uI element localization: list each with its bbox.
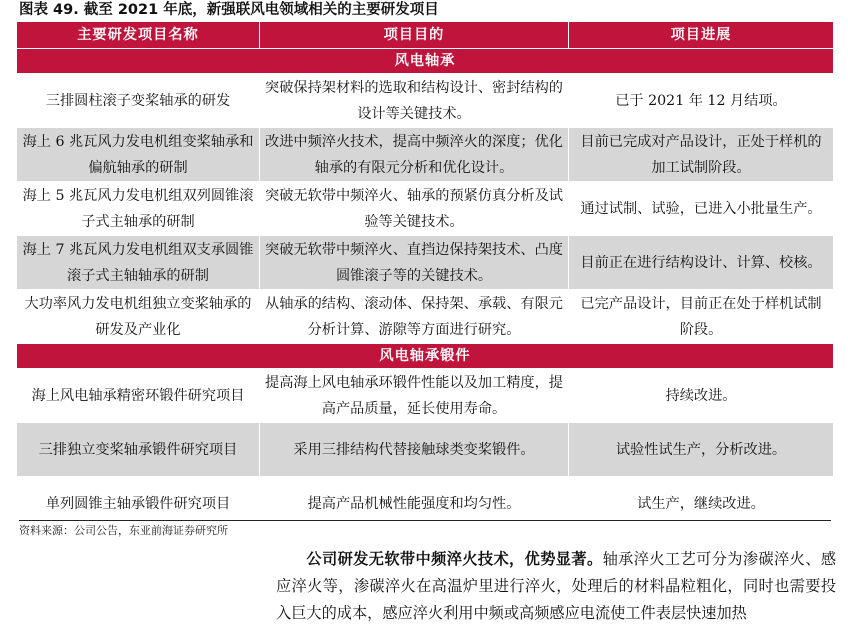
source-note: 资料来源：公司公告，东亚前海证券研究所 [19, 520, 831, 538]
project-name-cell: 大功率风力发电机组独立变桨轴承的研发及产业化 [17, 290, 260, 344]
project-name-cell: 单列圆锥主轴承锻件研究项目 [17, 477, 260, 531]
project-purpose-cell: 提高产品机械性能强度和均匀性。 [260, 477, 569, 531]
project-name-cell: 海上 5 兆瓦风力发电机组双列圆锥滚子式主轴承的研制 [17, 182, 260, 236]
project-name-cell: 三排圆柱滚子变桨轴承的研发 [17, 74, 260, 128]
project-progress-cell: 持续改进。 [569, 369, 834, 423]
section-wind-bearing-forging: 风电轴承锻件 [17, 344, 834, 369]
table-row [17, 128, 834, 182]
project-purpose-cell: 采用三排结构代替接触球类变桨锻件。 [260, 423, 569, 477]
body-paragraph [276, 546, 836, 627]
figure-title: 图表 49. 截至 2021 年底，新强联风电领域相关的主要研发项目 [19, 2, 439, 18]
project-purpose-cell: 突破保持架材料的选取和结构设计、密封结构的设计等关键技术。 [260, 74, 569, 128]
table-row [17, 369, 834, 423]
header-project-progress: 项目进展 [569, 22, 834, 49]
project-name-cell: 海上 6 兆瓦风力发电机组变桨轴承和偏航轴承的研制 [17, 128, 260, 182]
project-progress-cell: 已完产品设计，目前正在处于样机试制阶段。 [569, 290, 834, 344]
table-row [17, 290, 834, 344]
project-progress-cell: 试验性试生产，分析改进。 [569, 423, 834, 477]
header-project-name: 主要研发项目名称 [17, 22, 260, 49]
table-row [17, 74, 834, 128]
table-row [17, 423, 834, 477]
project-progress-cell: 通过试制、试验，已进入小批量生产。 [569, 182, 834, 236]
project-progress-cell: 已于 2021 年 12 月结项。 [569, 74, 834, 128]
project-name-cell: 三排独立变桨轴承锻件研究项目 [17, 423, 260, 477]
project-purpose-cell: 改进中频淬火技术，提高中频淬火的深度；优化轴承的有限元分析和优化设计。 [260, 128, 569, 182]
section-header-row [17, 49, 834, 74]
project-progress-cell: 目前正在进行结构设计、计算、校核。 [569, 236, 834, 290]
rnd-projects-table [16, 21, 834, 531]
project-purpose-cell: 突破无软带中频淬火、直挡边保持架技术、凸度圆锥滚子等的关键技术。 [260, 236, 569, 290]
project-purpose-cell: 从轴承的结构、滚动体、保持架、承载、有限元分析计算、游隙等方面进行研究。 [260, 290, 569, 344]
paragraph-text: 轴承淬火工艺可分为渗碳淬火、感应淬火等，渗碳淬火在高温炉里进行淬火，处理后的材料晶粒粗化，同时也需要投入巨大的成本，感应淬火利用中频或高频感应电流使工件表层快速加热 [276, 550, 837, 622]
project-name-cell: 海上风电轴承精密环锻件研究项目 [17, 369, 260, 423]
project-purpose-cell: 提高海上风电轴承环锻件性能以及加工精度，提高产品质量，延长使用寿命。 [260, 369, 569, 423]
paragraph-bold-lead: 公司研发无软带中频淬火技术，优势显著。 [306, 550, 603, 568]
table-row [17, 182, 834, 236]
section-wind-bearing: 风电轴承 [17, 49, 834, 74]
project-progress-cell: 目前已完成对产品设计，正处于样机的加工试制阶段。 [569, 128, 834, 182]
header-project-purpose: 项目目的 [260, 22, 569, 49]
table-header-row [17, 22, 834, 49]
section-header-row [17, 344, 834, 369]
project-purpose-cell: 突破无软带中频淬火、轴承的预紧仿真分析及试验等关键技术。 [260, 182, 569, 236]
project-progress-cell: 试生产，继续改进。 [569, 477, 834, 531]
project-name-cell: 海上 7 兆瓦风力发电机组双支承圆锥滚子式主轴轴承的研制 [17, 236, 260, 290]
table-row [17, 236, 834, 290]
